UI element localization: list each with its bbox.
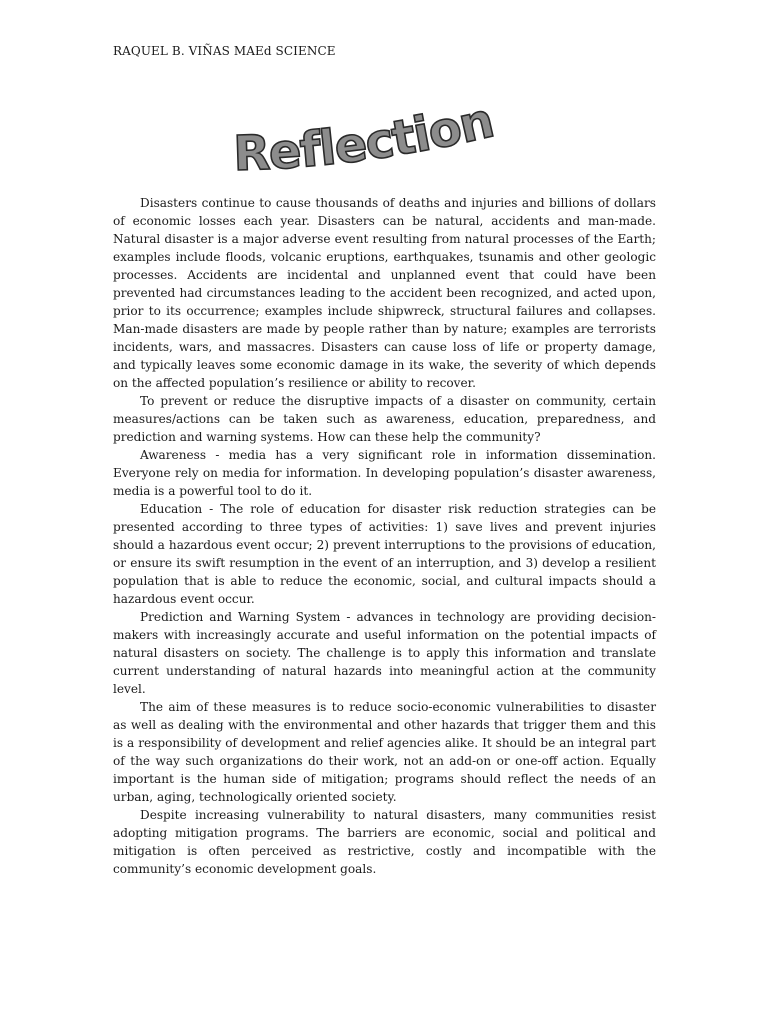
paragraph-measures: To prevent or reduce the disruptive impacts of a disaster on community, certain measures/actions can be taken such as awareness, education, preparedness, and prediction and warning systems. How can these help the community? — [113, 394, 656, 444]
reflection-body — [113, 194, 656, 878]
paragraph-conclusion: Despite increasing vulnerability to natural disasters, many communities resist adopting mitigation programs. The barriers are economic, social and political and mitigation is often perceived as restrictive, costly and incompatible with the community’s economic development goals. — [113, 808, 656, 876]
wordart-title-graphic — [226, 96, 576, 196]
paragraph-awareness: Awareness - media has a very significant role in information dissemination. Everyone rely on media for information. In developing population’s disaster awareness, media is a powerful tool to do it. — [113, 448, 656, 498]
title-text: Reflection — [232, 96, 499, 183]
wordart-title — [226, 96, 576, 196]
paragraph-aim: The aim of these measures is to reduce socio-economic vulnerabilities to disaster as well as dealing with the environmental and other hazards that trigger them and this is a responsibility of development and relief agencies alike. It should be an integral part of the way such organizations do their work, not an add-on or one-off action. Equally important is the human side of mitigation; programs should reflect the needs of an urban, aging, technologically oriented society. — [113, 700, 656, 804]
paragraph-intro: Disasters continue to cause thousands of deaths and injuries and billions of dollars of economic losses each year. Disasters can be natural, accidents and man-made. Natural disaster is a major adverse event resulting from natural processes of the Earth; examples include floods, volcanic eruptions, earthquakes, tsunamis and other geologic processes. Accidents are incidental and unplanned event that could have been prevented had circumstances leading to the accident been recognized, and acted upon, prior to its occurrence; examples include shipwreck, structural failures and collapses. Man-made disasters are made by people rather than by nature; examples are terrorists incidents, wars, and massacres. Disasters can cause loss of life or property damage, and typically leaves some economic damage in its wake, the severity of which depends on the affected population’s resilience or ability to recover. — [113, 196, 656, 390]
paragraph-education: Education - The role of education for disaster risk reduction strategies can be presented according to three types of activities: 1) save lives and prevent injuries should a hazardous event occur; 2) prevent interruptions to the provisions of education, or ensure its swift resumption in the event of an interruption, and 3) develop a resilient population that is able to reduce the economic, social, and cultural impacts should a hazardous event occur. — [113, 502, 656, 606]
author-header: RAQUEL B. VIÑAS MAEd SCIENCE — [113, 44, 336, 58]
paragraph-prediction: Prediction and Warning System - advances in technology are providing decision-makers with increasingly accurate and useful information on the potential impacts of natural disasters on society. The challenge is to apply this information and translate current understanding of natural hazards into meaningful action at the community level. — [113, 610, 656, 696]
svg-text:Reflection — [233, 96, 499, 182]
